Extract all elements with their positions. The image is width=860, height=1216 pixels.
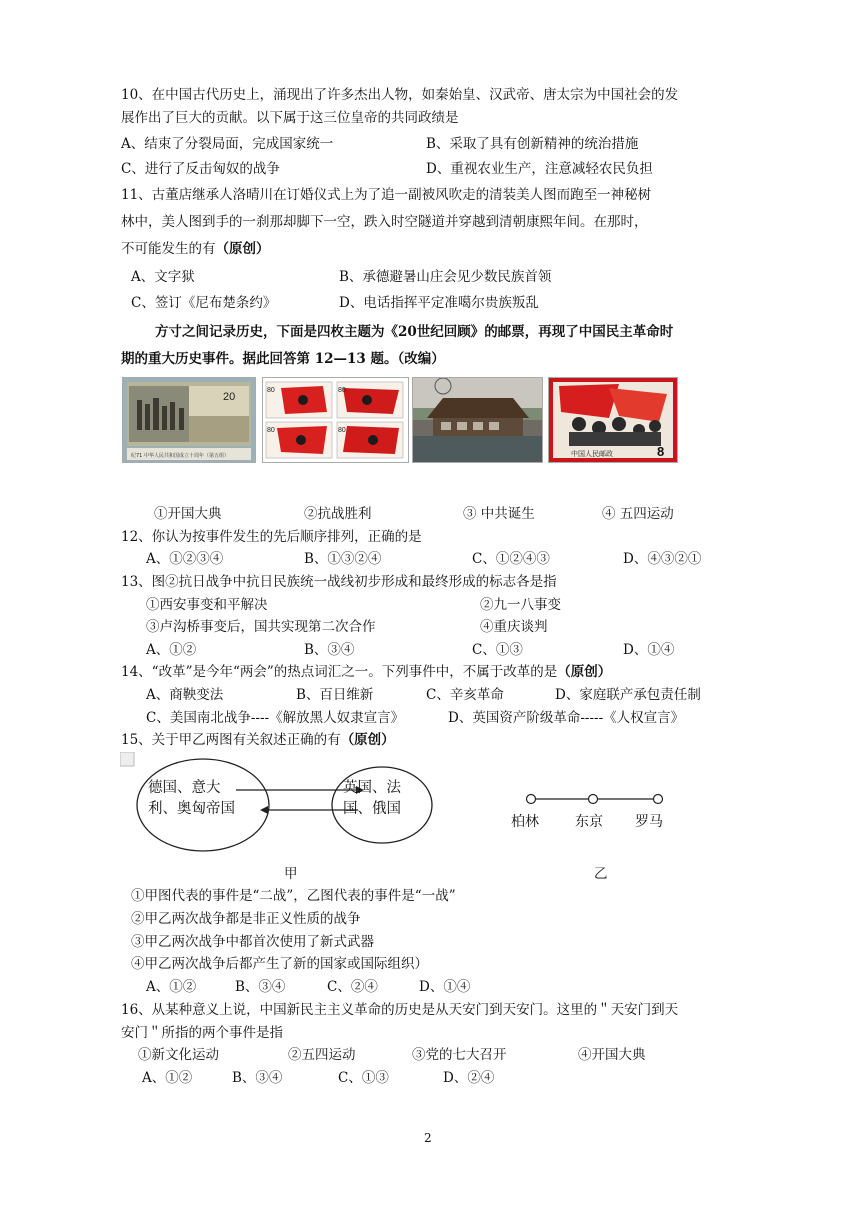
q13-item-2: ②九一八事变 (480, 597, 561, 613)
q12-option-d: D、④③②① (623, 551, 702, 567)
intro-line1: 方寸之间记录历史，下面是四枚主题为《20世纪回顾》的邮票，再现了中国民主革命时 (155, 324, 674, 340)
jia-left-line1: 德国、意大 (148, 780, 221, 796)
q16-option-b: B、③④ (232, 1070, 283, 1086)
q14-option-d2: D、英国资产阶级革命-----《人权宣言》 (448, 710, 685, 726)
label-jia: 甲 (284, 866, 298, 882)
label-yi: 乙 (594, 866, 608, 882)
q11-stem-line2: 林中，美人图到手的一刹那却脚下一空，跌入时空隧道并穿越到清朝康熙年间。在那时， (121, 214, 648, 230)
q16-item-2: ②五四运动 (288, 1047, 356, 1063)
yi-city-rome: 罗马 (635, 814, 663, 830)
q12-option-c: C、①②④③ (472, 551, 550, 567)
q11-option-a: A、文字狱 (131, 269, 195, 285)
q11-stem-line1: 11、古董店继承人洛晴川在订婚仪式上为了追一副被风吹走的清装美人图而跑至一神秘树 (121, 187, 652, 203)
diagram-yi (505, 788, 685, 838)
yi-city-tokyo: 东京 (575, 814, 603, 830)
stamp-2-value-bl: 80 (267, 427, 275, 434)
q12-stem: 12、你认为按事件发生的先后顺序排列，正确的是 (121, 529, 422, 545)
intro-line2: 期的重大历史事件。据此回答第 12—13 题。（改编） (121, 351, 445, 367)
caption-party-birth: ③ 中共诞生 (463, 506, 535, 522)
stamp-1-value: 20 (223, 391, 236, 403)
caption-may-fourth: ④ 五四运动 (602, 506, 674, 522)
q16-option-c: C、①③ (338, 1070, 389, 1086)
jia-right-line1: 英国、法 (343, 780, 401, 796)
page-number: 2 (424, 1131, 432, 1145)
jia-right-line2: 国、俄国 (343, 801, 401, 817)
q10-stem-line1: 10、在中国古代历史上，涌现出了许多杰出人物，如秦始皇、汉武帝、唐太宗为中国社会的发 (121, 87, 679, 103)
stamp-war-victory (262, 377, 409, 463)
caption-victory: ②抗战胜利 (304, 506, 372, 522)
q16-option-d: D、②④ (443, 1070, 495, 1086)
q14-option-b: B、百日维新 (296, 687, 374, 703)
q11-option-c: C、签订《尼布楚条约》 (131, 295, 277, 311)
q16-option-a: A、①② (142, 1070, 193, 1086)
q15-option-c: C、②④ (327, 979, 378, 995)
q10-option-d: D、重视农业生产，注意减轻农民负担 (426, 161, 653, 177)
q15-statement-4: ④甲乙两次战争后都产生了新的国家或国际组织） (131, 956, 428, 972)
yi-city-berlin: 柏林 (511, 814, 539, 830)
q13-option-b: B、③④ (304, 642, 355, 658)
q13-item-4: ④重庆谈判 (480, 619, 548, 635)
q13-item-3: ③卢沟桥事变后，国共实现第二次合作 (146, 619, 376, 635)
stamp-2-value-br: 80 (338, 427, 346, 434)
q13-option-a: A、①② (146, 642, 197, 658)
q14-option-c2: C、美国南北战争----《解放黑人奴隶宣言》 (146, 710, 405, 726)
q15-statement-3: ③甲乙两次战争中都首次使用了新式武器 (131, 934, 374, 950)
diagram-jia (120, 752, 440, 862)
q15-statement-1: ①甲图代表的事件是“二战”，乙图代表的事件是“一战” (131, 888, 456, 904)
q15-stem: 15、关于甲乙两图有关叙述正确的有（原创） (121, 732, 395, 748)
q16-item-1: ①新文化运动 (138, 1047, 219, 1063)
q14-stem: 14、“改革”是今年“两会”的热点词汇之一。下列事件中，不属于改革的是（原创） (121, 664, 612, 680)
q16-stem-line1: 16、从某种意义上说，中国新民主主义革命的历史是从天安门到天安门。这里的＂天安门到天 (121, 1002, 679, 1018)
q16-item-3: ③党的七大召开 (412, 1047, 507, 1063)
stamp-4-caption: 中国人民邮政 (571, 450, 613, 458)
q10-stem-line2: 展作出了巨大的贡献。以下属于这三位皇帝的共同政绩是 (121, 110, 459, 126)
caption-founding: ①开国大典 (154, 506, 222, 522)
q16-stem-line2: 安门＂所指的两个事件是指 (121, 1025, 283, 1041)
stamp-2-value-tr: 80 (338, 387, 346, 394)
q10-option-a: A、结束了分裂局面，完成国家统一 (121, 136, 334, 152)
q12-option-a: A、①②③④ (146, 551, 224, 567)
q15-option-d: D、①④ (419, 979, 471, 995)
q13-option-d: D、①④ (623, 642, 675, 658)
q15-statement-2: ②甲乙两次战争都是非正义性质的战争 (131, 911, 361, 927)
stamp-red-boat (412, 377, 543, 463)
q14-option-d: D、家庭联产承包责任制 (555, 687, 701, 703)
q11-stem-line3: 不可能发生的有（原创） (121, 241, 270, 257)
stamp-founding-ceremony (122, 377, 256, 463)
q14-option-c: C、辛亥革命 (426, 687, 504, 703)
q15-option-b: B、③④ (235, 979, 286, 995)
q11-option-b: B、承德避暑山庄会见少数民族首领 (339, 269, 552, 285)
q13-stem: 13、图②抗日战争中抗日民族统一战线初步形成和最终形成的标志各是指 (121, 574, 557, 590)
q11-option-d: D、电话指挥平定准噶尔贵族叛乱 (339, 295, 539, 311)
q10-option-b: B、采取了具有创新精神的统治措施 (426, 136, 639, 152)
stamp-4-value: 8 (657, 444, 665, 459)
q14-option-a: A、商鞅变法 (146, 687, 224, 703)
stamp-may-fourth (548, 377, 678, 463)
stamp-2-value-tl: 80 (267, 387, 275, 394)
jia-left-line2: 利、奥匈帝国 (148, 801, 235, 817)
q10-option-c: C、进行了反击匈奴的战争 (121, 161, 280, 177)
stamp-1-caption: 纪71 中华人民共和国成立十周年（第五组） (131, 453, 229, 459)
q12-option-b: B、①③②④ (304, 551, 382, 567)
q15-option-a: A、①② (146, 979, 197, 995)
q13-item-1: ①西安事变和平解决 (146, 597, 268, 613)
q16-item-4: ④开国大典 (578, 1047, 646, 1063)
q13-option-c: C、①③ (472, 642, 523, 658)
